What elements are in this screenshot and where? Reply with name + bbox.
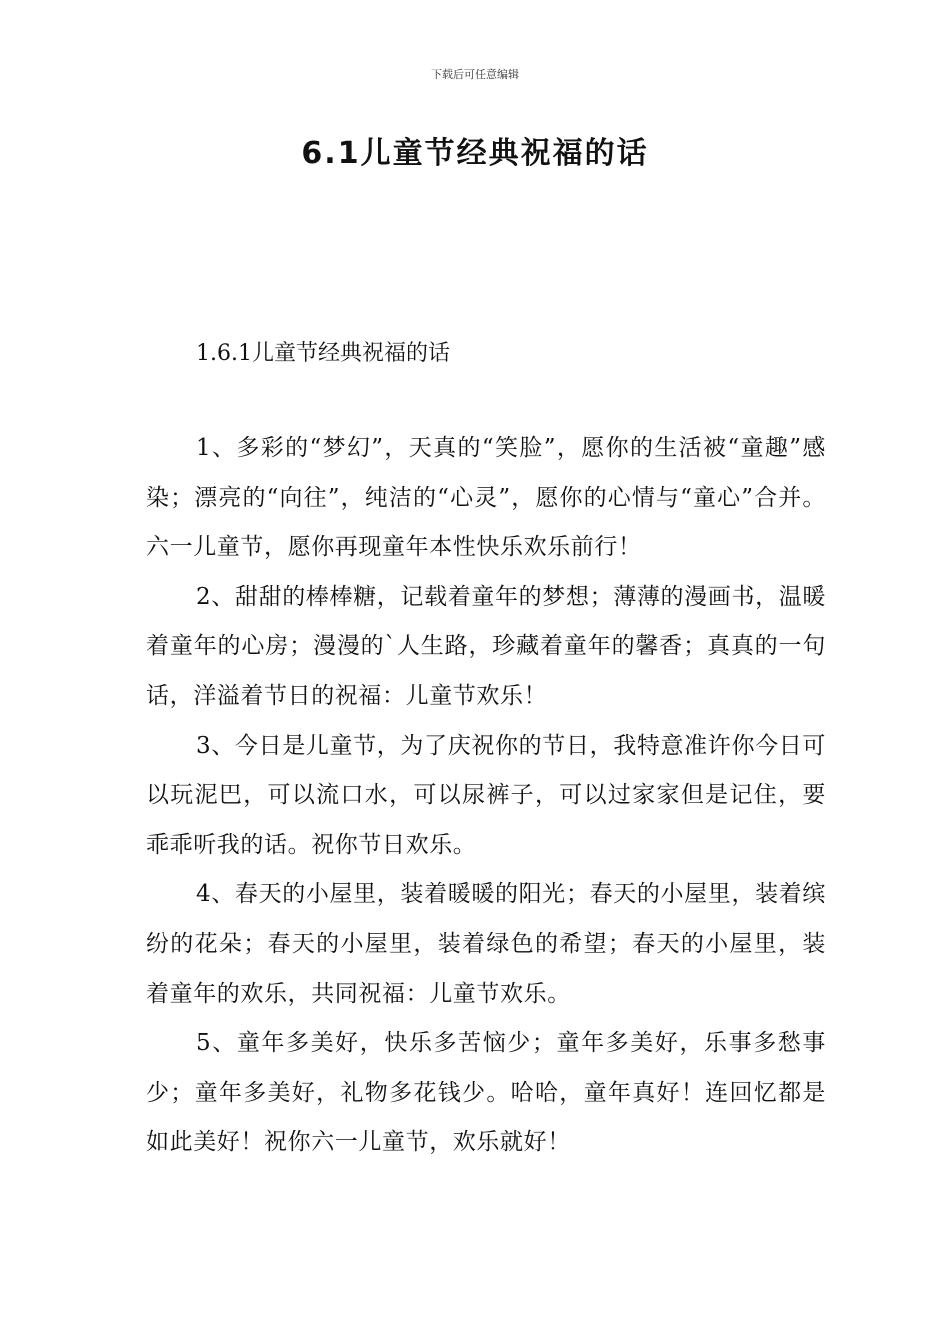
- header-note: 下载后可任意编辑: [431, 68, 519, 81]
- section-heading: 1.6.1儿童节经典祝福的话: [196, 341, 450, 366]
- paragraph-1: 1、多彩的“梦幻”，天真的“笑脸”，愿你的生活被“童趣”感染；漂亮的“向往”，纯洁的“心灵”，愿你的心情与“童心”合并。六一儿童节，愿你再现童年本性快乐欢乐前行！: [146, 435, 826, 561]
- document-title: 6.1儿童节经典祝福的话: [301, 136, 649, 171]
- paragraph-3: 3、今日是儿童节，为了庆祝你的节日，我特意准许你今日可以玩泥巴，可以流口水，可以尿裤子，可以过家家但是记住，要乖乖听我的话。祝你节日欢乐。: [146, 732, 826, 858]
- paragraph-5: 5、童年多美好，快乐多苦恼少；童年多美好，乐事多愁事少；童年多美好，礼物多花钱少。哈哈，童年真好！连回忆都是如此美好！祝你六一儿童节，欢乐就好！: [146, 1030, 826, 1156]
- document-body: [146, 424, 826, 1168]
- paragraph-4: 4、春天的小屋里，装着暖暖的阳光；春天的小屋里，装着缤纷的花朵；春天的小屋里，装着绿色的希望；春天的小屋里，装着童年的欢乐，共同祝福：儿童节欢乐。: [146, 881, 826, 1007]
- paragraph-2: 2、甜甜的棒棒糖，记载着童年的梦想；薄薄的漫画书，温暖着童年的心房；漫漫的`人生路，珍藏着童年的馨香；真真的一句话，洋溢着节日的祝福：儿童节欢乐！: [146, 583, 826, 709]
